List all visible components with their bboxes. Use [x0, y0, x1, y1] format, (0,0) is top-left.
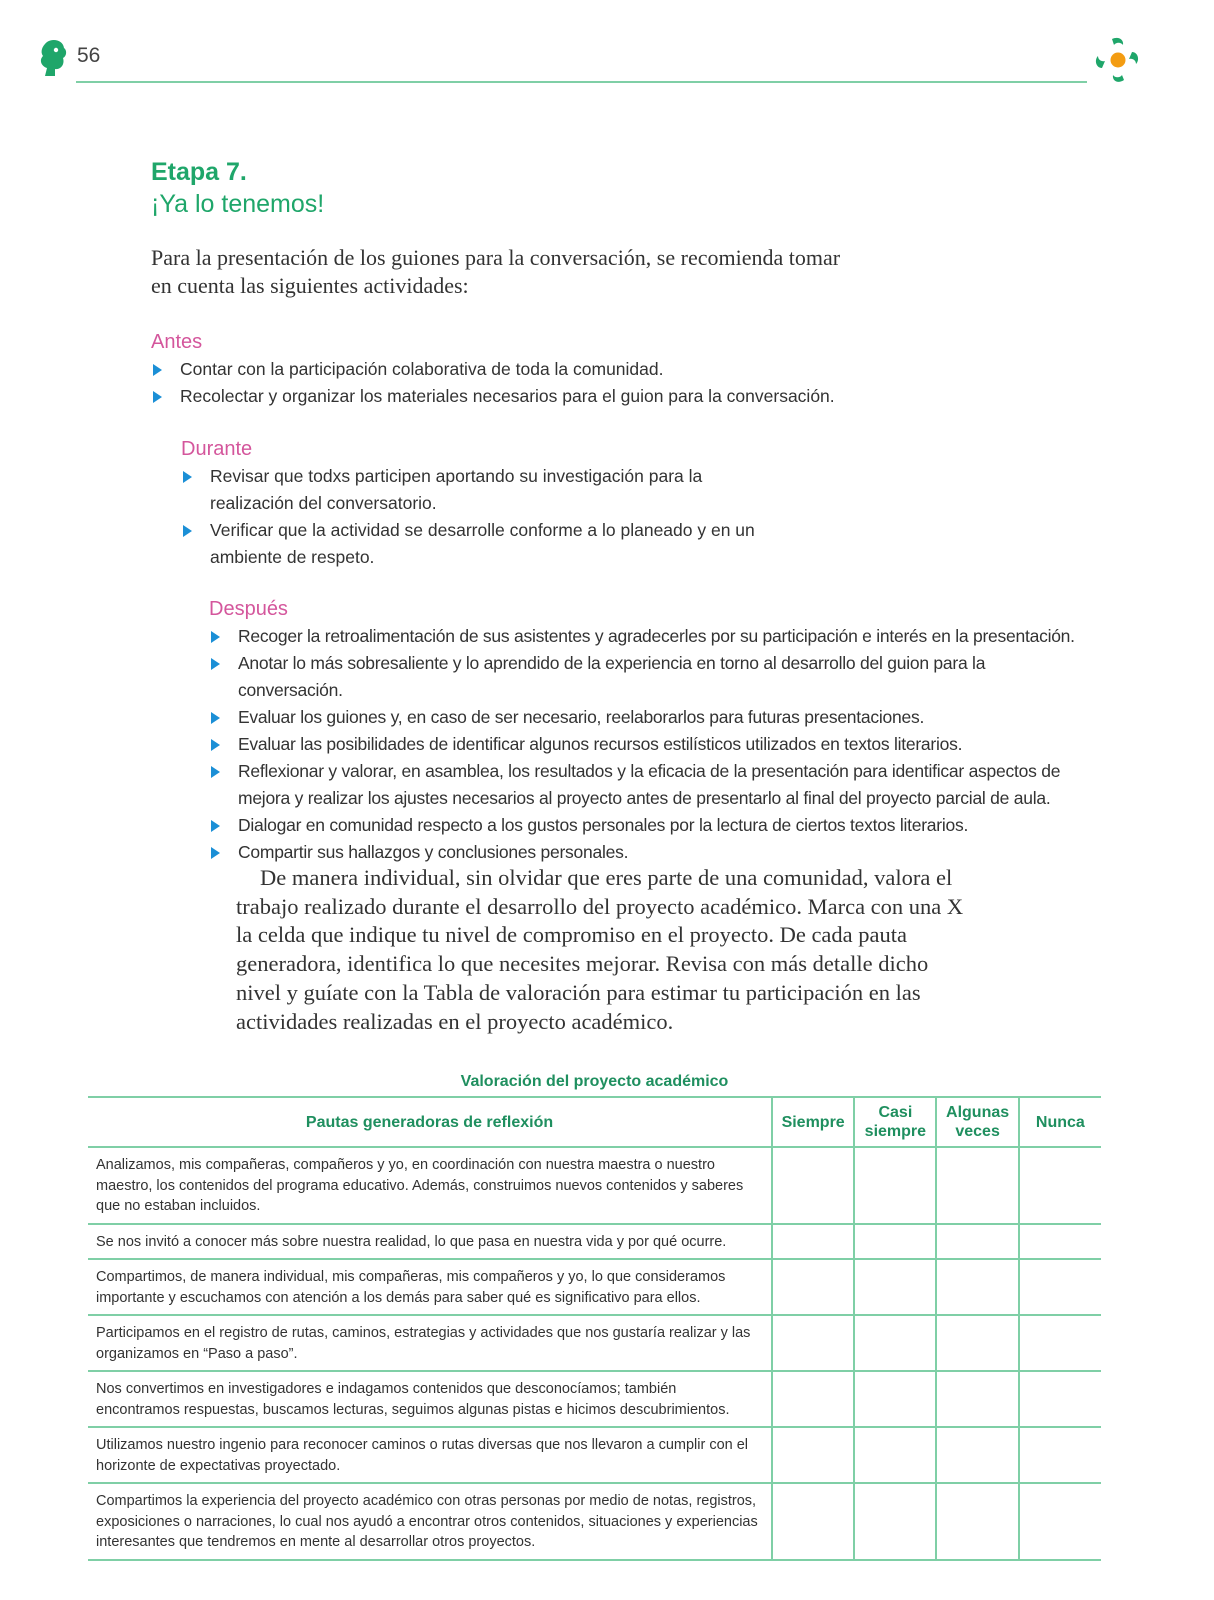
section-title-durante: Durante: [181, 438, 253, 460]
checkbox-cell-casi-siempre[interactable]: [854, 1224, 936, 1260]
column-header-algunas-veces: Algunas veces: [936, 1097, 1018, 1147]
list-item: Recolectar y organizar los materiales necesarios para el guion para la conversación.: [151, 383, 871, 410]
list-item: Reflexionar y valorar, en asamblea, los resultados y la eficacia de la presentación para identificar aspectos de mejora y realizar los ajustes necesarios al proyecto antes de presentarlo al final del proyecto parcial de aula.: [209, 758, 1089, 812]
checkbox-cell-algunas-veces[interactable]: [936, 1483, 1018, 1560]
checkbox-cell-nunca[interactable]: [1019, 1259, 1101, 1315]
table-row: [88, 1315, 1101, 1371]
list-item: Compartir sus hallazgos y conclusiones personales.: [209, 839, 1089, 866]
table-row: [88, 1427, 1101, 1483]
header-rule: [76, 81, 1087, 83]
checkbox-cell-algunas-veces[interactable]: [936, 1371, 1018, 1427]
pauta-text: Se nos invitó a conocer más sobre nuestra realidad, lo que pasa en nuestra vida y por qué ocurre.: [88, 1224, 772, 1260]
checkbox-cell-nunca[interactable]: [1019, 1483, 1101, 1560]
checkbox-cell-casi-siempre[interactable]: [854, 1259, 936, 1315]
instruction-paragraph: De manera individual, sin olvidar que eres parte de una comunidad, valora el trabajo realizado durante el desarrollo del proyecto académico. Marca con una X la celda que indique tu nivel de compromiso en el proyecto. De cada pauta generadora, identifica lo que necesites mejorar. Revisa con más detalle dicho nivel y guíate con la Tabla de valoración para estimar tu participación en las actividades realizadas en el proyecto académico.: [236, 865, 964, 1034]
list-item: Recoger la retroalimentación de sus asistentes y agradecerles por su participación e interés en la presentación.: [209, 623, 1089, 650]
checkbox-cell-casi-siempre[interactable]: [854, 1371, 936, 1427]
checkbox-cell-nunca[interactable]: [1019, 1371, 1101, 1427]
checkbox-cell-algunas-veces[interactable]: [936, 1315, 1018, 1371]
table-row: [88, 1147, 1101, 1224]
bullet-arrow-icon: [211, 847, 220, 859]
list-item: Anotar lo más sobresaliente y lo aprendido de la experiencia en torno al desarrollo del guion para la conversación.: [209, 650, 1089, 704]
bullet-arrow-icon: [211, 766, 220, 778]
checkbox-cell-casi-siempre[interactable]: [854, 1147, 936, 1224]
checkbox-cell-algunas-veces[interactable]: [936, 1427, 1018, 1483]
durante-list: [181, 463, 781, 571]
column-header-pautas: Pautas generadoras de reflexión: [88, 1097, 772, 1147]
table-header-row: [88, 1097, 1101, 1147]
checkbox-cell-nunca[interactable]: [1019, 1427, 1101, 1483]
bullet-arrow-icon: [211, 631, 220, 643]
series-logo-icon: [37, 38, 69, 78]
table-row: [88, 1371, 1101, 1427]
checkbox-cell-casi-siempre[interactable]: [854, 1483, 936, 1560]
pauta-text: Nos convertimos en investigadores e indagamos contenidos que desconocíamos; también encontramos respuestas, buscamos lecturas, seguimos algunas pistas e hicimos descubrimientos.: [88, 1371, 772, 1427]
checkbox-cell-siempre[interactable]: [772, 1371, 854, 1427]
list-item: Contar con la participación colaborativa de toda la comunidad.: [151, 356, 871, 383]
checkbox-cell-siempre[interactable]: [772, 1147, 854, 1224]
evaluation-table: [88, 1096, 1101, 1561]
bullet-arrow-icon: [153, 364, 162, 376]
checkbox-cell-algunas-veces[interactable]: [936, 1259, 1018, 1315]
pauta-text: Utilizamos nuestro ingenio para reconocer caminos o rutas diversas que nos llevaron a cumplir con el horizonte de expectativas proyectado.: [88, 1427, 772, 1483]
bullet-arrow-icon: [211, 820, 220, 832]
checkbox-cell-siempre[interactable]: [772, 1224, 854, 1260]
column-header-siempre: Siempre: [772, 1097, 854, 1147]
pauta-text: Participamos en el registro de rutas, caminos, estrategias y actividades que nos gustaría realizar y las organizamos en “Paso a paso”.: [88, 1315, 772, 1371]
bullet-arrow-icon: [211, 658, 220, 670]
bullet-arrow-icon: [183, 525, 192, 537]
list-item: Dialogar en comunidad respecto a los gustos personales por la lectura de ciertos textos literarios.: [209, 812, 1089, 839]
checkbox-cell-nunca[interactable]: [1019, 1315, 1101, 1371]
section-title-antes: Antes: [151, 331, 203, 353]
bullet-arrow-icon: [183, 471, 192, 483]
table-caption: Valoración del proyecto académico: [460, 1073, 729, 1090]
checkbox-cell-nunca[interactable]: [1019, 1224, 1101, 1260]
community-logo-icon: [1092, 36, 1144, 86]
checkbox-cell-casi-siempre[interactable]: [854, 1315, 936, 1371]
checkbox-cell-siempre[interactable]: [772, 1483, 854, 1560]
bullet-arrow-icon: [153, 391, 162, 403]
column-header-nunca: Nunca: [1019, 1097, 1101, 1147]
checkbox-cell-casi-siempre[interactable]: [854, 1427, 936, 1483]
table-row: [88, 1224, 1101, 1260]
list-item: Evaluar las posibilidades de identificar algunos recursos estilísticos utilizados en textos literarios.: [209, 731, 1089, 758]
checkbox-cell-siempre[interactable]: [772, 1427, 854, 1483]
section-title-despues: Después: [209, 598, 288, 620]
checkbox-cell-nunca[interactable]: [1019, 1147, 1101, 1224]
pauta-text: Compartimos la experiencia del proyecto académico con otras personas por medio de notas, registros, exposiciones o narraciones, lo cual nos ayudó a encontrar otros contenidos, situaciones y experiencias interesantes que tendremos en mente al desarrollar otros proyectos.: [88, 1483, 772, 1560]
list-item: Verificar que la actividad se desarrolle conforme a lo planeado y en un ambiente de respeto.: [181, 517, 781, 571]
intro-text: Para la presentación de los guiones para la conversación, se recomienda tomar en cuenta las siguientes actividades:: [151, 245, 841, 298]
table-row: [88, 1483, 1101, 1560]
checkbox-cell-siempre[interactable]: [772, 1259, 854, 1315]
page-number: 56: [77, 44, 101, 67]
checkbox-cell-algunas-veces[interactable]: [936, 1147, 1018, 1224]
stage-title: ¡Ya lo tenemos!: [151, 190, 325, 218]
list-item: Revisar que todxs participen aportando su investigación para la realización del conversatorio.: [181, 463, 781, 517]
pauta-text: Compartimos, de manera individual, mis compañeras, mis compañeros y yo, lo que consideramos importante y escuchamos con atención a los demás para saber qué es significativo para ellos.: [88, 1259, 772, 1315]
antes-list: [151, 356, 871, 410]
checkbox-cell-siempre[interactable]: [772, 1315, 854, 1371]
despues-list: [209, 623, 1089, 866]
bullet-arrow-icon: [211, 739, 220, 751]
column-header-casi-siempre: Casi siempre: [854, 1097, 936, 1147]
pauta-text: Analizamos, mis compañeras, compañeros y yo, en coordinación con nuestra maestra o nuestro maestro, los contenidos del programa educativo. Además, construimos nuevos contenidos y saberes que no estaban incluidos.: [88, 1147, 772, 1224]
stage-label: Etapa 7.: [151, 158, 247, 186]
list-item: Evaluar los guiones y, en caso de ser necesario, reelaborarlos para futuras presentaciones.: [209, 704, 1089, 731]
checkbox-cell-algunas-veces[interactable]: [936, 1224, 1018, 1260]
table-row: [88, 1259, 1101, 1315]
bullet-arrow-icon: [211, 712, 220, 724]
